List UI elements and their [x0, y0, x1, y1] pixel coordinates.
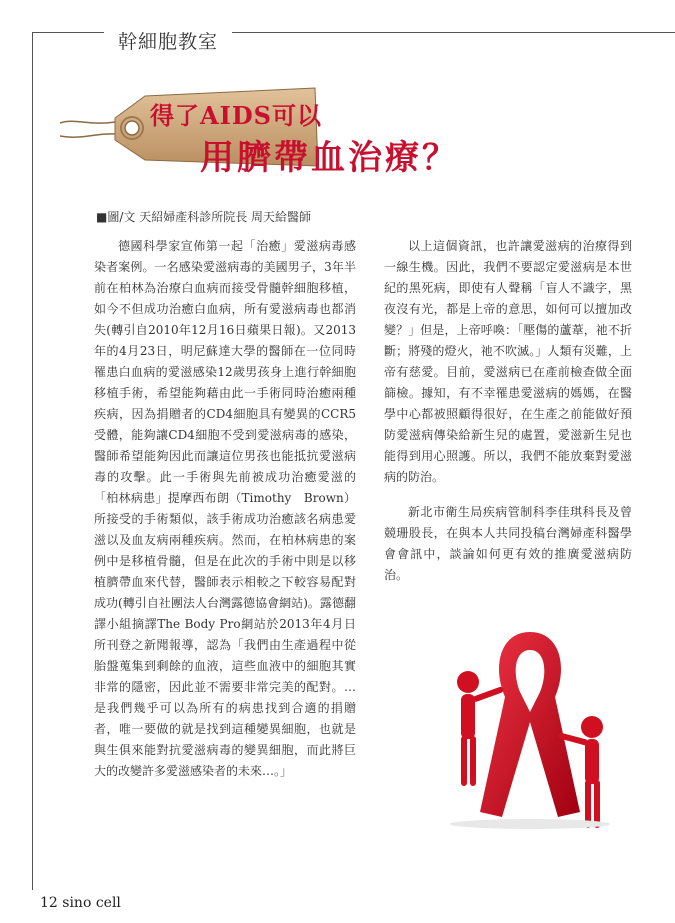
- section-label: 幹細胞教室: [104, 28, 232, 56]
- right-paragraph-2: 新北市衛生局疾病管制科李佳琪科長及曾競珊股長，在與本人共同投稿台灣婦產科醫學會會訊中，談論如何更有效的推廣愛滋病防治。: [384, 505, 632, 582]
- title-line-1: 得了AIDS可以: [150, 101, 322, 130]
- title-line-2: 用臍帶血治療？: [200, 138, 459, 178]
- right-column: [384, 236, 632, 582]
- left-paragraph-1: 德國科學家宣佈第一起「治癒」愛滋病毒感染者案例。一名感染愛滋病毒的美國男子，3年半前在柏林為治療白血病而接受骨髓幹細胞移植，如今不但成功治癒白血病，所有愛滋病毒也都消失(轉引自2010年12月16日蘋果日報)。又2013年的4月23日，明尼蘇達大學的醫師在一位同時罹患白血病的愛滋感染12歲男孩身上進行幹細胞移植手術，希望能夠藉由此一手術同時治癒兩種疾病，因為捐贈者的CD4細胞具有變異的CCR5受體，能夠讓CD4細胞不受到愛滋病毒的感染，醫師希望能夠因此而讓這位男孩也能抵抗愛滋病毒的攻擊。此一手術與先前被成功治癒愛滋的「柏林病患」提摩西布朗（Timothy Brown）所接受的手術類似，該手術成功治癒該名病患愛滋以及血友病兩種疾病。然而，在柏林病患的案例中是移植骨髓，但是在此次的手術中則是以移植臍帶血來代替，醫師表示相較之下較容易配對成功(轉引自社團法人台灣露德協會網站)。露德翻譯小組摘譯The Body Pro網站於2013年4月日所刊登之新聞報導，認為「我們由生產過程中從胎盤蒐集到剩餘的血液，這些血液中的細胞其實非常的隱密，因此並不需要非常完美的配對。…是我們幾乎可以為所有的病患找到合適的捐贈者，唯一要做的就是找到這種變異細胞，也就是與生俱來能對抗愛滋病毒的變異細胞，而此將巨大的改變許多愛滋感染者的未來…。」: [94, 239, 356, 778]
- footer-page-label: 12 sino cell: [40, 895, 121, 911]
- right-paragraph-1: 以上這個資訊，也許讓愛滋病的治療得到一線生機。因此，我們不要認定愛滋病是本世紀的黑死病，即使有人聲稱「盲人不識字，黑夜沒有光，都是上帝的意思，如何可以擅加改變？」但是，上帝呼喚：「壓傷的蘆葦，祂不折斷；將殘的燈火，祂不吹滅。」人類有災難，上帝有慈愛。目前，愛滋病已在產前檢查做全面篩檢。據知，有不幸罹患愛滋病的媽媽，在醫學中心都被照顧得很好，在生產之前能做好預防愛滋病傳染給新生兒的處置，愛滋新生兒也能得到用心照護。所以，我們不能放棄對愛滋病的防治。: [384, 239, 632, 484]
- red-ribbon-icon: [430, 612, 630, 832]
- byline: ■圖/文 天紹婦產科診所院長 周天給醫師: [96, 210, 312, 224]
- left-column: [94, 236, 356, 836]
